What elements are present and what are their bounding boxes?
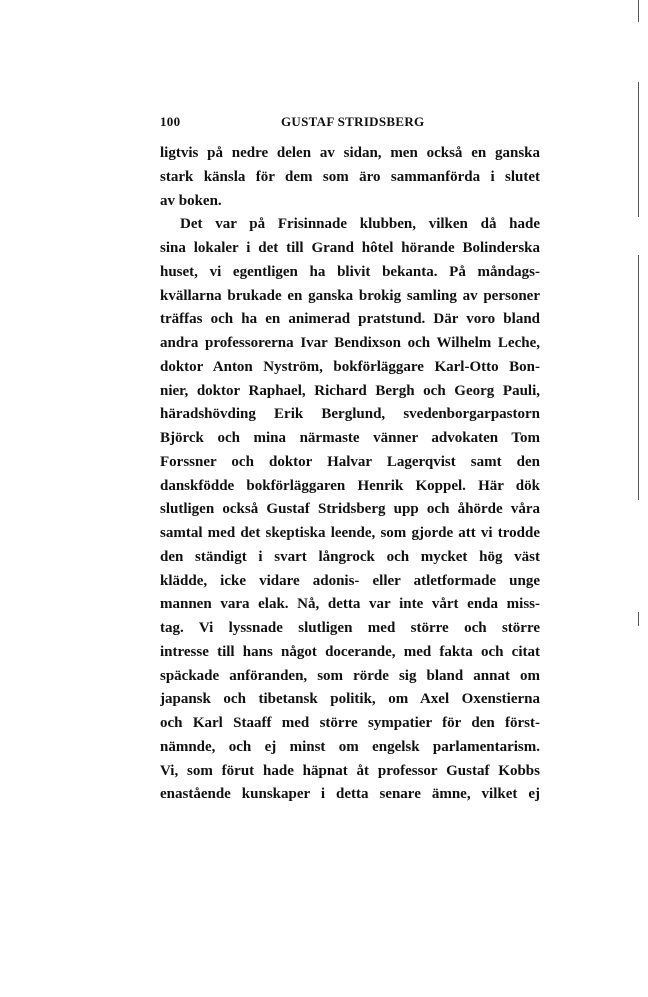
text-line: nier, doktor Raphael, Richard Bergh och Georg Pauli, <box>160 382 540 399</box>
text-line: häradshövding Erik Berglund, svedenborgarpastorn <box>160 406 540 423</box>
page-header <box>160 114 540 134</box>
text-line: klädde, icke vidare adonis- eller atletformade unge <box>160 572 540 589</box>
scan-edge-mark <box>638 255 639 500</box>
text-line: av boken. <box>160 192 222 209</box>
text-line: Vi, som förut hade häpnat åt professor Gustaf Kobbs <box>160 762 540 779</box>
text-line: träffas och ha en animerad pratstund. Där voro bland <box>160 311 540 328</box>
text-line: intresse till hans något docerande, med fakta och citat <box>160 643 540 660</box>
text-line: doktor Anton Nyström, bokförläggare Karl-Otto Bon- <box>160 358 540 375</box>
text-line: den ständigt i svart långrock och mycket hög väst <box>160 548 540 565</box>
text-line: samtal med det skeptiska leende, som gjorde att vi trodde <box>160 525 540 541</box>
text-line: tag. Vi lyssnade slutligen med större och större <box>160 620 540 636</box>
scan-edge-mark <box>638 0 639 22</box>
text-line: och Karl Staaff med större sympatier för den först- <box>160 715 540 731</box>
text-line: japansk och tibetansk politik, om Axel Oxenstierna <box>160 691 540 708</box>
page-number: 100 <box>160 114 181 129</box>
text-line: mannen vara elak. Nå, detta var inte vårt enda miss- <box>160 596 540 613</box>
running-title: GUSTAF STRIDSBERG <box>281 114 425 129</box>
text-line: Forssner och doktor Halvar Lagerqvist samt den <box>160 453 540 470</box>
text-line: kvällarna brukade en ganska brokig samling av personer <box>160 287 540 304</box>
text-line: huset, vi egentligen ha blivit bekanta. På måndags- <box>160 263 540 280</box>
scan-edge-mark <box>638 82 639 217</box>
body-text <box>160 142 540 807</box>
text-line: sina lokaler i det till Grand hôtel hörande Bolinderska <box>160 240 540 256</box>
text-line: andra professorerna Ivar Bendixson och Wilhelm Leche, <box>160 335 540 351</box>
text-line: slutligen också Gustaf Stridsberg upp och åhörde våra <box>160 501 540 518</box>
text-line: danskfödde bokförläggaren Henrik Koppel. Här dök <box>160 477 540 494</box>
text-line: ligtvis på nedre delen av sidan, men också en ganska <box>160 145 540 161</box>
text-line: Det var på Frisinnade klubben, vilken då hade <box>180 216 540 233</box>
scan-edge-mark <box>638 612 639 626</box>
text-line: enastående kunskaper i detta senare ämne, vilket ej <box>160 786 540 803</box>
text-line: Björck och mina närmaste vänner advokaten Tom <box>160 430 540 446</box>
text-line: stark känsla för dem som äro sammanförda i slutet <box>160 168 540 185</box>
text-line: nämnde, och ej minst om engelsk parlamentarism. <box>160 738 540 755</box>
text-line: späckade anföranden, som rörde sig bland annat om <box>160 667 540 684</box>
